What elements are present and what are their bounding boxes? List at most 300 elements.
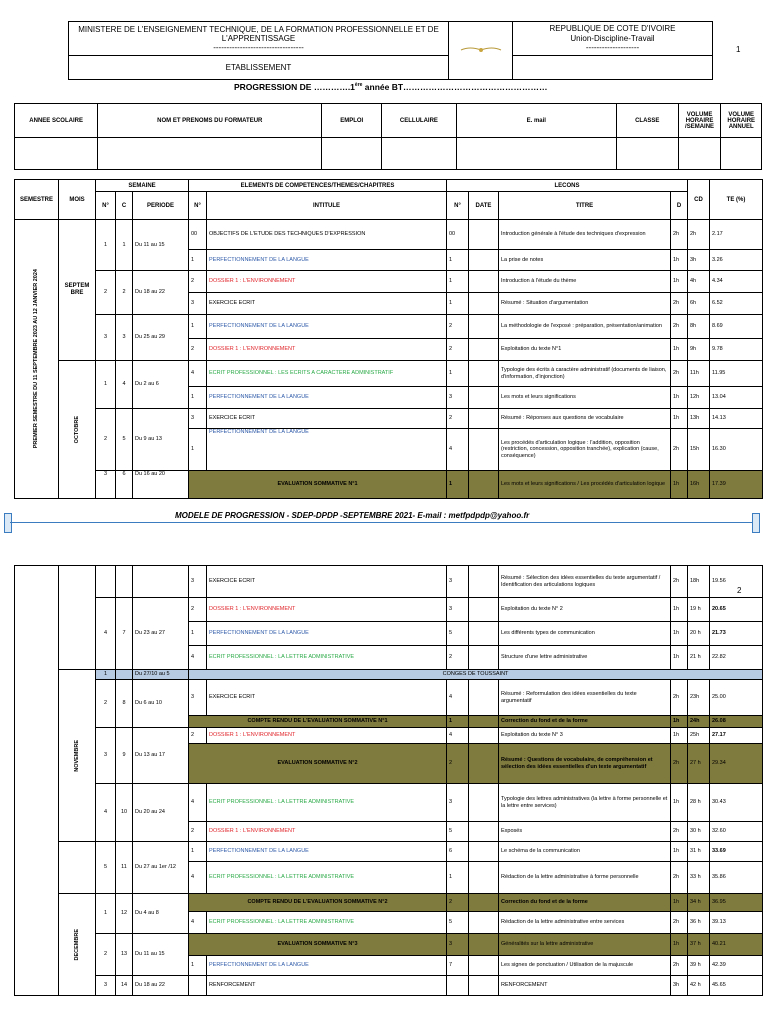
page-break-marker-left [4,513,12,533]
semester-cell-continued [15,566,59,996]
motto-rule: -------------------- [585,43,640,53]
table-cell: 9h [688,339,710,361]
table-cell: 2 [447,315,469,339]
table-cell: 1h [671,934,688,956]
table-cell: 7 [447,956,469,976]
month-november: NOVEMBRE [59,670,96,842]
table-cell: 00 [189,220,207,250]
table-cell: 3.26 [710,250,763,271]
ministry-rule: ---------------------------------- [213,43,304,53]
table-cell [469,744,499,784]
col-week-n: N° [96,192,116,220]
table-cell: 4.34 [710,271,763,293]
table-cell [469,339,499,361]
table-cell [469,680,499,716]
annual-hours-field[interactable] [721,138,762,170]
trainer-name-field[interactable] [98,138,322,170]
table-row [15,728,763,744]
table-cell [469,976,499,996]
table-cell: 25h [688,728,710,744]
table-cell: 2h [671,361,688,387]
table-cell: 35.86 [710,862,763,894]
table-cell: 6 [447,842,469,862]
table-cell: 1h [671,598,688,622]
col-cd: CD [688,180,710,220]
table-cell: Du 27/10 au 5 [133,670,189,680]
table-cell [469,822,499,842]
table-cell: 2 [96,680,116,728]
table-cell: 2h [671,566,688,598]
table-cell: 1h [671,409,688,429]
table-cell: Résumé : Questions de vocabulaire, de compréhension et sélection des idées essentielles d'un texte argumentatif [499,744,671,784]
table-cell: DOSSIER 1 : L'ENVIRONNEMENT [207,339,447,361]
table-cell [469,598,499,622]
table-cell: 2 [447,339,469,361]
table-cell: RENFORCEMENT [207,976,447,996]
table-cell: 17.39 [710,471,763,499]
table-cell [469,956,499,976]
holiday-row [15,670,763,680]
table-cell: 1h [671,784,688,822]
table-row [15,842,763,862]
ministry-cell [69,22,449,56]
table-cell: 1h [671,894,688,912]
table-cell: 2h [671,220,688,250]
evaluation-row-label: EVALUATION SOMMATIVE N°1 [189,471,447,499]
table-cell: 20.65 [710,598,763,622]
semester-cell [15,220,59,499]
table-cell: 2 [189,598,207,622]
table-cell: 3 [447,934,469,956]
table-cell: 30.43 [710,784,763,822]
table-cell: ECRIT PROFESSIONNEL : LA LETTRE ADMINISTRATIVE [207,912,447,934]
table-cell: 1h [671,728,688,744]
month-october-continued [59,566,96,670]
table-cell [469,622,499,646]
col-periode: PERIODE [133,192,189,220]
table-cell: DOSSIER 1 : L'ENVIRONNEMENT [207,728,447,744]
table-cell: 5 [447,912,469,934]
table-cell: 1 [96,220,116,271]
table-cell: 1 [447,471,469,499]
table-cell: 5 [447,822,469,842]
table-cell: 6.52 [710,293,763,315]
table-cell: EXERCICE ECRIT [207,409,447,429]
table-cell: EVALUATION SOMMATIVE N°2 [189,744,447,784]
progression-rows-page1 [14,219,763,499]
table-cell: 9.78 [710,339,763,361]
table-cell: 11.95 [710,361,763,387]
table-cell: 3 [447,784,469,822]
table-cell: 27 h [688,744,710,784]
table-row [15,220,763,250]
table-cell [469,566,499,598]
table-cell: Du 16 au 20 [133,471,189,499]
table-cell: 2h [671,744,688,784]
table-cell: 2h [671,429,688,471]
table-cell: 4 [447,429,469,471]
col-elements: ELEMENTS DE COMPETENCES/THEMES/CHAPITRES [189,180,447,192]
table-cell: Introduction à l'étude du thème [499,271,671,293]
table-cell: Typologie des lettres administratives (la lettre à forme personnelle et la lettre entre services) [499,784,671,822]
table-cell: 1h [671,250,688,271]
table-cell [469,409,499,429]
table-cell: Rédaction de la lettre administrative à forme personnelle [499,862,671,894]
table-cell: 1 [189,622,207,646]
table-cell: 5 [447,622,469,646]
table-cell: 1 [447,293,469,315]
table-cell: 36.95 [710,894,763,912]
table-cell: 1 [96,670,116,680]
table-cell: Du 4 au 8 [133,894,189,934]
table-cell: 11 [116,842,133,894]
header-school-year: ANNEE SCOLAIRE [15,104,98,138]
table-cell: 10 [116,784,133,842]
table-cell: 28 h [688,784,710,822]
phone-field[interactable] [382,138,457,170]
table-cell: 1h [671,387,688,409]
table-cell: 40.21 [710,934,763,956]
table-cell: 37 h [688,934,710,956]
table-cell: 4 [189,862,207,894]
table-cell: 12 [116,894,133,934]
table-cell: 3 [189,566,207,598]
header-weekly-hours: VOLUME HORAIRE /SEMAINE [678,104,721,138]
table-cell: 1 [189,429,207,471]
table-cell [116,566,133,598]
table-cell: 2 [96,409,116,471]
table-cell: 45.65 [710,976,763,996]
table-cell: 3 [189,680,207,716]
table-cell: Structure d'une lettre administrative [499,646,671,670]
coat-of-arms-icon [459,45,503,55]
table-cell: Exploitation du texte N° 3 [499,728,671,744]
table-cell: Exposés [499,822,671,842]
table-cell: Du 18 au 22 [133,271,189,315]
table-cell: 3 [116,315,133,361]
table-cell: 1h [671,271,688,293]
table-cell: PERFECTIONNEMENT DE LA LANGUE [207,250,447,271]
progression-title: PROGRESSION DE ………….1ère année BT…………………………………………… [234,82,548,92]
table-cell: 33.69 [710,842,763,862]
table-cell: 3 [189,409,207,429]
table-cell: Du 11 au 15 [133,220,189,271]
table-cell: Du 9 au 13 [133,409,189,471]
table-cell: 8 [116,680,133,728]
table-cell [469,728,499,744]
header-email: E. mail [456,104,616,138]
month-october: OCTOBRE [59,361,96,499]
table-cell: 5 [96,842,116,894]
progression-rows-page2 [14,565,763,996]
table-cell: EVALUATION SOMMATIVE N°3 [189,934,447,956]
establishment-blank [513,56,713,80]
table-row [15,409,763,429]
table-cell: 2h [671,956,688,976]
table-cell: 4 [189,912,207,934]
table-cell: 2 [189,339,207,361]
table-cell [469,716,499,728]
table-cell: 1 [189,387,207,409]
table-cell: 13 [116,934,133,976]
table-cell [469,894,499,912]
table-cell: 3 [447,387,469,409]
table-cell: Du 11 au 15 [133,934,189,976]
table-cell: 1h [671,646,688,670]
table-cell: Les mots et leurs significations [499,387,671,409]
table-cell: ECRIT PROFESSIONNEL : LES ECRITS A CARACTERE ADMINISTRATIF [207,361,447,387]
table-cell [447,976,469,996]
table-row [15,566,763,598]
table-cell: DOSSIER 1 : L'ENVIRONNEMENT [207,271,447,293]
table-cell: Introduction générale à l'étude des techniques d'expression [499,220,671,250]
col-date: DATE [469,192,499,220]
table-cell [469,271,499,293]
establishment-cell: ETABLISSEMENT [69,56,449,80]
table-cell: 7 [116,598,133,670]
table-cell [469,293,499,315]
table-cell [469,912,499,934]
table-cell: 2 [96,934,116,976]
page-break-marker-right [752,513,760,533]
table-cell: Le schéma de la communication [499,842,671,862]
table-cell: 2h [671,912,688,934]
table-cell: 3h [688,250,710,271]
table-cell: 2h [671,293,688,315]
table-cell: 3h [671,976,688,996]
table-cell: 9 [116,728,133,784]
table-cell: Les procédés d'articulation logique : l'addition, opposition (restriction, concession, opposition tranchée), explication (cause, conséquence) [499,429,671,471]
table-cell: Du 13 au 17 [133,728,189,784]
official-header [68,21,713,80]
table-cell: 2 [447,646,469,670]
table-cell [469,220,499,250]
table-cell: 29.34 [710,744,763,784]
table-row [15,598,763,622]
table-cell: 4h [688,271,710,293]
table-cell [116,670,133,680]
table-cell: 1 [447,250,469,271]
table-row [15,361,763,387]
table-cell: DOSSIER 1 : L'ENVIRONNEMENT [207,822,447,842]
table-cell: DOSSIER 1 : L'ENVIRONNEMENT [207,598,447,622]
col-semestre: SEMESTRE [15,180,59,220]
col-titre: TITRE [499,192,671,220]
table-cell: 3 [96,976,116,996]
table-cell: 26.08 [710,716,763,728]
semester-label: PREMIER SEMESTRE DU 11 SEPTEMBRE 2023 AU 12 JANVIER 2024 [33,269,40,449]
email-field[interactable] [456,138,616,170]
table-cell: 2h [688,220,710,250]
table-cell: 31 h [688,842,710,862]
table-row [15,471,763,499]
table-cell: 2 [447,894,469,912]
table-cell: Du 2 au 6 [133,361,189,409]
table-cell: 2 [189,271,207,293]
table-cell: 2h [671,680,688,716]
table-cell: PERFECTIONNEMENT DE LA LANGUE [207,622,447,646]
table-cell: Du 20 au 24 [133,784,189,842]
table-cell [469,842,499,862]
table-cell: 2h [671,822,688,842]
table-row [15,784,763,822]
table-cell: 14.13 [710,409,763,429]
col-te: TE (%) [710,180,763,220]
table-cell: 16h [688,471,710,499]
table-cell [469,646,499,670]
col-element-n: N° [189,192,207,220]
col-mois: MOIS [59,180,96,220]
table-row [15,271,763,293]
table-cell: 42.39 [710,956,763,976]
table-cell: 8h [688,315,710,339]
table-cell: Les différents types de communication [499,622,671,646]
table-cell: 1 [447,361,469,387]
table-cell: 15h [688,429,710,471]
table-cell [469,934,499,956]
table-cell: 2 [116,271,133,315]
table-cell: 13.04 [710,387,763,409]
table-cell: 32.60 [710,822,763,842]
table-cell: 4 [189,646,207,670]
table-cell: 2h [671,862,688,894]
class-field[interactable] [616,138,678,170]
table-cell: Les mots et leurs significations / Les procédés d'articulation logique [499,471,671,499]
table-cell: 3 [96,728,116,784]
table-cell: 18h [688,566,710,598]
month-september: SEPTEM BRE [59,220,96,361]
table-cell: EXERCICE ECRIT [207,293,447,315]
table-cell [469,387,499,409]
table-cell: 23h [688,680,710,716]
table-cell: RENFORCEMENT [499,976,671,996]
table-cell: La méthodologie de l'exposé : préparation, présentation/animation [499,315,671,339]
table-cell: La prise de notes [499,250,671,271]
table-cell: 4 [447,680,469,716]
table-cell: 19 h [688,598,710,622]
job-field[interactable] [322,138,382,170]
table-cell: 4 [96,598,116,670]
table-cell: ECRIT PROFESSIONNEL : LA LETTRE ADMINISTRATIVE [207,646,447,670]
table-cell: PERFECTIONNEMENT DE LA LANGUE [207,387,447,409]
table-cell: 3 [189,293,207,315]
table-cell: 1h [671,339,688,361]
table-cell: 1 [189,842,207,862]
table-cell: COMPTE RENDU DE L'EVALUATION SOMMATIVE N°1 [189,716,447,728]
table-cell: Rédaction de la lettre administrative entre services [499,912,671,934]
table-cell: PERFECTIONNEMENT DE LA LANGUE [207,315,447,339]
table-cell: PERFECTIONNEMENT DE LA LANGUE [207,429,447,471]
month-november-continued [59,842,96,894]
trainer-info-table [14,103,762,170]
page2-number: 2 [737,586,742,595]
table-cell: PERFECTIONNEMENT DE LA LANGUE [207,842,447,862]
table-cell: 2 [189,822,207,842]
table-cell: 2 [447,409,469,429]
table-cell: EXERCICE ECRIT [207,680,447,716]
table-cell: PERFECTIONNEMENT DE LA LANGUE [207,956,447,976]
table-cell: OBJECTIFS DE L'ETUDE DES TECHNIQUES D'EXPRESSION [207,220,447,250]
table-cell: Du 23 au 27 [133,598,189,670]
table-cell: ECRIT PROFESSIONNEL : LA LETTRE ADMINISTRATIVE [207,784,447,822]
table-cell: Résumé : Situation d'argumentation [499,293,671,315]
table-cell: 33 h [688,862,710,894]
table-cell: 30 h [688,822,710,842]
table-cell: Résumé : Reformulation des idées essentielles du texte argumentatif [499,680,671,716]
table-cell: 3 [447,566,469,598]
table-cell: 1 [189,250,207,271]
table-cell: 11h [688,361,710,387]
table-cell: Résumé : Sélection des idées essentielles du texte argumentatif / Identification des articulations logiques [499,566,671,598]
weekly-hours-field[interactable] [678,138,721,170]
table-cell: 34 h [688,894,710,912]
table-cell [133,566,189,598]
table-cell: 22.82 [710,646,763,670]
table-cell: 3 [96,315,116,361]
table-cell: 2.17 [710,220,763,250]
table-cell [469,471,499,499]
holiday-label: CONGES DE TOUSSAINT [189,670,763,680]
table-cell: 2 [447,744,469,784]
table-cell [469,862,499,894]
table-cell: 2 [189,728,207,744]
table-cell: 1 [116,220,133,271]
header-class: CLASSE [616,104,678,138]
school-year-field[interactable] [15,138,98,170]
table-cell: 1h [671,716,688,728]
table-cell: 6h [688,293,710,315]
col-lecons: LECONS [447,180,688,192]
table-cell: Résumé : Réponses aux questions de vocabulaire [499,409,671,429]
table-cell: 8.69 [710,315,763,339]
table-cell: 1 [189,956,207,976]
page-number: 1 [736,45,741,54]
table-cell: 5 [116,409,133,471]
ministry-name: MINISTERE DE L'ENSEIGNEMENT TECHNIQUE, DE LA FORMATION PROFESSIONNELLE ET DE L'APPRENTISSAGE [78,24,439,43]
table-cell: 1 [447,716,469,728]
table-cell: 1 [447,862,469,894]
table-row [15,680,763,716]
table-cell: 24h [688,716,710,728]
header-trainer-name: NOM ET PRENOMS DU FORMATEUR [98,104,322,138]
table-cell [469,315,499,339]
table-cell: EXERCICE ECRIT [207,566,447,598]
table-cell: 25.00 [710,680,763,716]
table-cell: Du 6 au 10 [133,680,189,728]
table-cell: COMPTE RENDU DE L'EVALUATION SOMMATIVE N°2 [189,894,447,912]
table-cell: 42 h [688,976,710,996]
motto: Union-Discipline-Travail [570,33,655,43]
progression-table-page1 [14,179,763,220]
table-cell: Exploitation du texte N° 2 [499,598,671,622]
header-job: EMPLOI [322,104,382,138]
republic-name: REPUBLIQUE DE COTE D'IVOIRE [549,24,676,34]
table-cell: Correction du fond et de la forme [499,894,671,912]
table-cell: Typologie des écrits à caractère administratif (documents de liaison, d'information, d'injonction) [499,361,671,387]
table-cell: 3 [96,471,116,499]
table-cell: 1 [96,894,116,934]
table-cell: 4 [96,784,116,842]
table-cell: 36 h [688,912,710,934]
table-cell: 19.56 [710,566,763,598]
table-cell: 21 h [688,646,710,670]
col-week-c: C [116,192,133,220]
table-cell: Du 27 au 1er /12 [133,842,189,894]
col-lesson-n: N° [447,192,469,220]
table-cell [189,976,207,996]
table-cell: 39 h [688,956,710,976]
table-cell [469,429,499,471]
